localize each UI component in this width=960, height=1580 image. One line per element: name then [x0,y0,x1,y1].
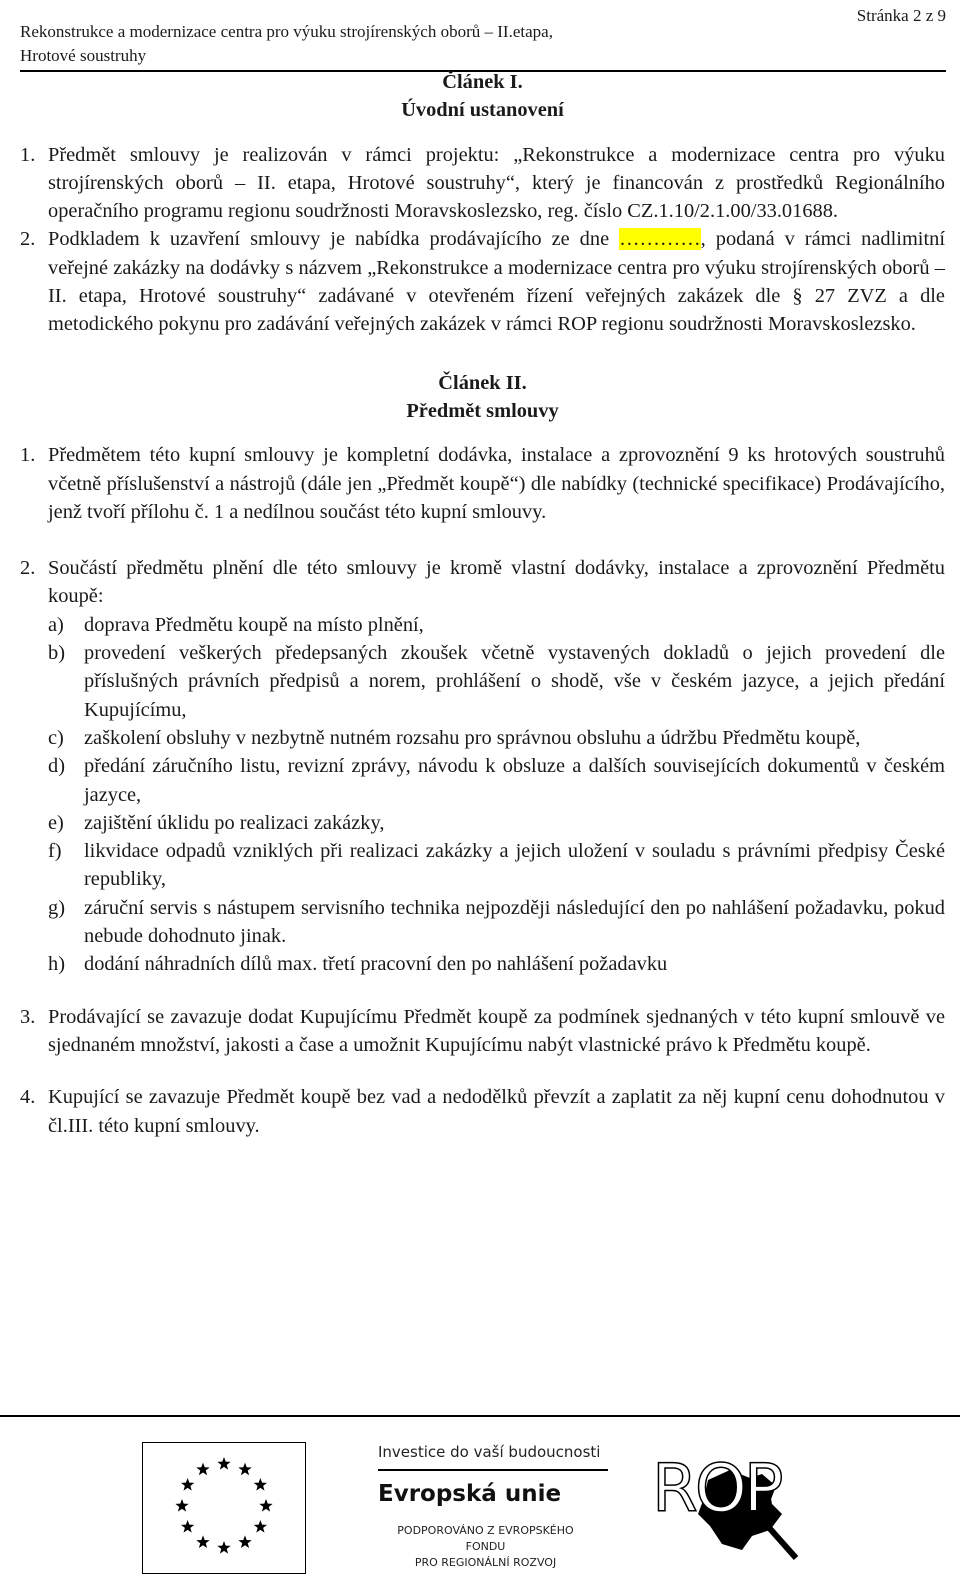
subitem-a [48,611,945,639]
item-number: 3. [20,1005,36,1028]
fund-line-1: PODPOROVÁNO Z EVROPSKÉHO FONDU [397,1524,574,1553]
fund-text [378,1523,593,1571]
item-content [48,554,945,978]
subitem-text: zajištění úklidu po realizaci zakázky, [84,811,385,834]
subitem-letter: e) [48,811,64,834]
item-text [48,225,945,338]
item-number: 2. [20,557,36,580]
item-number: 4. [20,1086,36,1109]
subitem-letter: d) [48,755,65,778]
article-2-item-3 [20,1003,945,1060]
subitem-letter: f) [48,840,62,863]
subitem-text: doprava Předmětu koupě na místo plnění, [84,613,424,636]
eu-star-icon [196,1463,209,1476]
item-text-after: , podaná v rámci nadlimitní veřejné zakázky na dodávky s názvem „Rekonstrukce a modernizace centra pro výuku strojírenských oborů – II. etapa, Hrotové soustruhy“ zadávané v otevřeném řízení veřejných zakázek dle § 27 ZVZ a dle metodického pokynu pro zadávání veřejných zakázek v rámci ROP regionu soudržnosti Moravskoslezsko. [48,228,946,336]
item-text: Předmět smlouvy je realizován v rámci projektu: „Rekonstrukce a modernizace centra pro výuku strojírenských oborů – II. etapa, Hrotové soustruhy“, který je financován z prostředků Regionálního operačního programu regionu soudržnosti Moravskoslezsko, reg. číslo CZ.1.10/2.1.00/33.01688. [48,143,945,223]
subitem-text: zaškolení obsluhy v nezbytně nutném rozsahu pro správnou obsluhu a údržbu Předmětu koupě, [84,726,861,749]
article-1-title: Článek I. [442,71,523,93]
eu-star-icon [238,1535,251,1548]
eu-star-icon [181,1520,194,1533]
subitem-text: předání záručního listu, revizní zprávy, návodu k obsluze a dalších souvisejících dokumentů v českém jazyce, [84,755,945,806]
subitem-text: záruční servis s nástupem servisního technika nejpozději následující den po nahlášení požadavku, pokud nebude dohodnuto jinak. [84,896,945,948]
subitem-letter: a) [48,613,64,636]
article-2-item-1 [20,441,945,526]
eu-star-icon [238,1463,251,1476]
eu-branding [378,1443,610,1571]
subitem-letter: c) [48,726,64,749]
item-text: Předmětem této kupní smlouvy je kompletní dodávka, instalace a zprovoznění 9 ks hrotových soustruhů včetně příslušenství a nástrojů (dále jen „Předmět koupě“) dle nabídky (technické specifikace) Prodávajícího, jenž tvoří přílohu č. 1 a nedílnou součást této kupní smlouvy. [48,444,945,523]
item-number: 1. [20,143,36,166]
article-2-subtitle: Předmět smlouvy [406,399,559,422]
article-1-subtitle: Úvodní ustanovení [401,99,564,122]
eu-title: Evropská unie [378,1481,562,1507]
item-text: Prodávající se zavazuje dodat Kupujícímu Předmět koupě za podmínek sjednaných v této kupní smlouvě ve sjednaném množství, jakosti a čase a umožnit Kupujícímu nabýt vlastnické právo k Předmětu koupě. [48,1005,945,1056]
investment-slogan: Investice do vaší budoucnosti [378,1443,601,1461]
rop-logo-text: ROP [652,1450,781,1527]
header-project-title: Rekonstrukce a modernizace centra pro výuku strojírenských oborů – II.etapa, [20,22,553,41]
footer-divider [0,1415,960,1417]
page-number: Stránka 2 z 9 [856,6,946,25]
article-2-item-4 [20,1083,945,1140]
eu-star-icon [217,1457,230,1470]
eu-star-icon [259,1499,272,1512]
subitem-c [48,724,945,752]
eu-star-icon [254,1478,267,1491]
eu-star-icon [217,1541,230,1554]
subitem-d [48,752,945,809]
item-text: Kupující se zavazuje Předmět koupě bez vad a nedodělků převzít a zaplatit za něj kupní cenu dohodnutou v čl.III. této kupní smlouvy. [48,1086,945,1137]
rop-logo [650,1440,781,1573]
subitem-g [48,894,945,951]
slogan-divider [378,1469,608,1471]
subitem-letter: h) [48,953,65,976]
article-2-item-2 [20,554,945,978]
item-number: 2. [20,228,36,251]
eu-star-icon [175,1499,188,1512]
eu-flag-logo [142,1442,306,1574]
document-body [20,60,945,1140]
date-placeholder-highlight: ………… [619,228,701,251]
subitem-letter: b) [48,642,65,665]
subitem-text: provedení veškerých předepsaných zkoušek včetně vystavených dokladů o jejich provedení dle příslušných právních předpisů a norem, prohlášení o shodě, vše v českém jazyce, a jejich předání Kupujícímu, [84,642,945,721]
magnifier-handle [764,1522,796,1558]
eu-star-icon [181,1478,194,1491]
subitem-h [48,950,945,978]
item-text-before: Podkladem k uzavření smlouvy je nabídka prodávajícího ze dne [48,228,620,251]
fund-line-2: PRO REGIONÁLNÍ ROZVOJ [414,1556,557,1569]
subitem-f [48,837,945,894]
eu-star-icon [196,1535,209,1548]
item-number: 1. [20,444,36,467]
subitem-e [48,809,945,837]
article-1-item-2 [20,225,945,338]
header-project-subtitle: Hrotové soustruhy [20,46,147,65]
subitem-text: likvidace odpadů vzniklých při realizaci zakázky a jejich uložení v souladu s právními předpisy České republiky, [84,840,945,891]
eu-stars-circle-icon [143,1443,305,1573]
subitem-b [48,639,945,724]
subitem-text: dodání náhradních dílů max. třetí pracovní den po nahlášení požadavku [84,953,668,976]
item-text: Součástí předmětu plnění dle této smlouvy je kromě vlastní dodávky, instalace a zprovoznění Předmětu koupě: [48,557,945,608]
article-1-item-1 [20,141,945,226]
eu-star-icon [254,1520,267,1533]
article-2-title: Článek II. [438,371,527,394]
subitem-letter: g) [48,896,65,919]
